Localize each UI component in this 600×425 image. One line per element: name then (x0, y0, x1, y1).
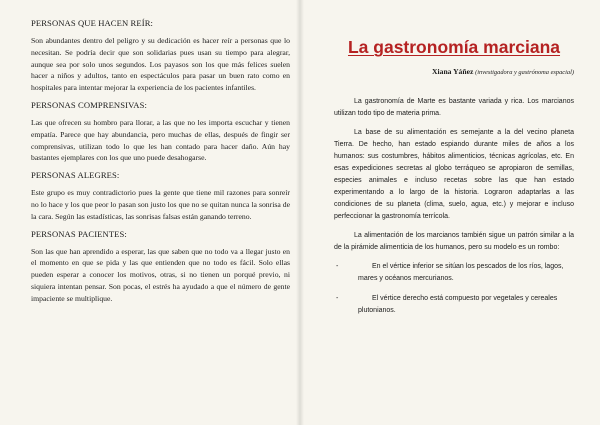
author-line (334, 67, 574, 78)
list-item (334, 261, 574, 285)
bullet-dash: - (336, 263, 339, 270)
bullet-dash: - (336, 295, 339, 302)
article-paragraph: La base de su alimentación es semejante a la del vecino planeta Tierra. De hecho, han estado espiando durante miles de años a los humanos: sus costumbres, hábitos alimenticios, técnicas agrícolas, etc. En esas expediciones secretas al globo terráqueo se apropiaron de semillas, especies animales e incluso recetas sobre las que han estado experimentando a lo largo de la historia. Lograron adaptarlas a las condiciones de su planeta (clima, suelo, agua, etc.) y mejorar e incluso perfeccionar la gastronomía terrícola. (334, 129, 574, 220)
section-heading: PERSONAS QUE HACEN REÍR: (31, 18, 154, 28)
section-comprensivas (31, 100, 290, 164)
author-name: Xiana Yáñez (432, 67, 474, 76)
section-text: Son las que han aprendido a esperar, las que saben que no todo va a llegar justo en el momento en que se pida y las que entienden que no todo es fácil. Solo ellas pueden esperar a conocer los motivos, otras, si no tienen un porqué previo, ni siquiera intentan pensar. Son pocas, el estrés ha ayudado a que el número de gente impaciente se multiplique. (31, 246, 290, 303)
section-hacen-reir (31, 18, 290, 94)
list-item (334, 293, 574, 317)
section-heading: PERSONAS ALEGRES: (31, 170, 120, 181)
article-paragraph: La gastronomía de Marte es bastante variada y rica. Los marcianos utilizan todo tipo de materia prima. (334, 98, 574, 117)
bullet-text: El vértice derecho está compuesto por vegetales y cereales plutonianos. (358, 295, 558, 314)
section-text: Este grupo es muy contradictorio pues la gente que tiene mil razones para sonreír no lo hace y los que peor lo pasan son justo los que no se quitan nunca la sonrisa de la cara. Según las estadísticas, las sonrisas falsas están ganando terreno. (31, 188, 290, 221)
section-text: Son abundantes dentro del peligro y su dedicación es hacer reír a personas que lo necesitan. Se podría decir que son solidarias pues usan su tiempo para alegrar, aunque sea por solo unos segundos. Los payasos son los que más felices suelen hacer a niños y adultos, tanto en espectáculos para pasar un buen rato como en hospitales para intentar mejorar la experiencia de los pacientes infantiles. (31, 36, 290, 93)
section-pacientes (31, 229, 290, 305)
section-alegres (31, 170, 290, 222)
bullet-text: En el vértice inferior se sitúan los pescados de los ríos, lagos, mares y océanos mercurianos. (358, 263, 564, 282)
author-role: (investigadora y gastrónoma espacial) (475, 69, 574, 76)
article-paragraph: La alimentación de los marcianos también sigue un patrón similar a la de la pirámide alimenticia de los humanos, pero su modelo es un rombo: (334, 232, 574, 251)
section-text: Las que ofrecen su hombro para llorar, a las que no les importa escuchar y tienen empatía. Parece que hay abundancia, pero muchas de ellas, después de fingir ser comprensivas, utilizan todo lo que les han contado para hacer daño. Aún hay bastantes ejemplares con los que uno puede desahogarse. (31, 117, 290, 163)
section-heading: PERSONAS PACIENTES: (31, 228, 127, 239)
right-page (300, 0, 600, 425)
section-heading: PERSONAS COMPRENSIVAS: (31, 99, 147, 110)
article-title: La gastronomía marciana (347, 37, 561, 57)
